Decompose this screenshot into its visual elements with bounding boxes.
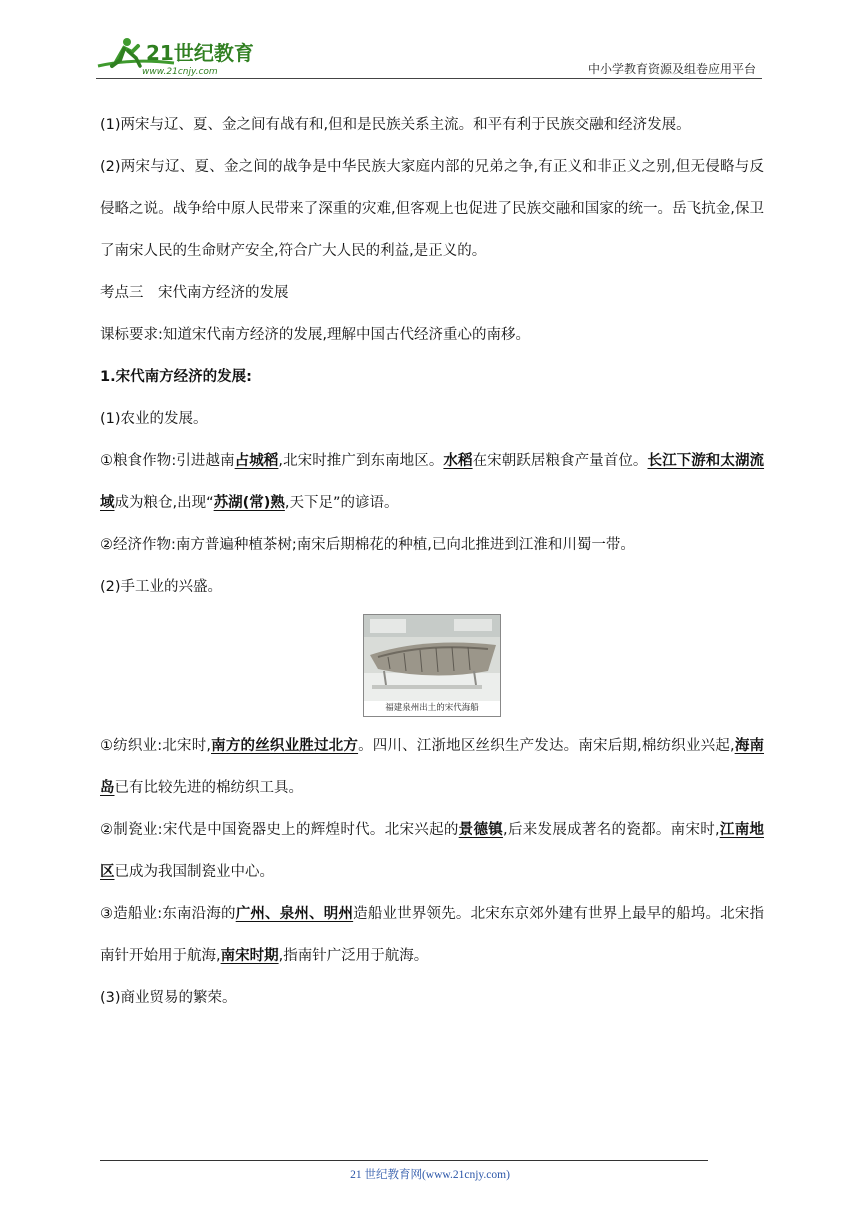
key-term: 长江下游和太湖流域	[100, 453, 765, 511]
cash-crops: ②经济作物:南方普遍种植茶树;南宋后期棉花的种植,已向北推进到江淮和川蜀一带。	[100, 537, 635, 553]
para-war: (2)两宋与辽、夏、金之间的战争是中华民族大家庭内部的兄弟之争,有正义和非正义之别,但无侵略与反侵略之说。战争给中原人民带来了深重的灾难,但客观上也促进了民族交融和国家的统一。岳飞抗金,保卫了南宋人民的生命财产安全,符合广大人民的利益,是正义的。	[100, 159, 764, 259]
key-term: 水稻	[443, 453, 473, 469]
grain-crops: ①粮食作物:引进越南占城稻,北宋时推广到东南地区。水稻在宋朝跃居粮食产量首位。长江下游和太湖流域成为粮仓,出现“苏湖(常)熟,天下足”的谚语。	[100, 453, 765, 511]
song-dynasty-ship-photo	[364, 615, 500, 701]
key-term: 江南地区	[100, 822, 765, 880]
subheading-southern-economy: 1.宋代南方经济的发展:	[100, 369, 252, 385]
footer-divider	[100, 1160, 708, 1161]
document-body	[100, 104, 764, 1019]
handicraft-title: (2)手工业的兴盛。	[100, 579, 223, 595]
page-header	[0, 0, 860, 80]
curriculum-requirement: 课标要求:知道宋代南方经济的发展,理解中国古代经济重心的南移。	[100, 327, 530, 343]
key-term: 南方的丝织业胜过北方	[211, 738, 359, 754]
key-term: 广州、泉州、明州	[235, 906, 354, 922]
porcelain-industry: ②制瓷业:宋代是中国瓷器史上的辉煌时代。北宋兴起的景德镇,后来发展成著名的瓷都。南宋时,江南地区已成为我国制瓷业中心。	[100, 822, 765, 880]
key-term: 海南岛	[100, 738, 765, 796]
logo-url: www.21cnjy.com	[142, 67, 218, 77]
key-term: 占城稻	[234, 453, 279, 469]
figure-frame	[363, 614, 501, 717]
para-peace: (1)两宋与辽、夏、金之间有战有和,但和是民族关系主流。和平有利于民族交融和经济发展。	[100, 117, 691, 133]
figure	[100, 614, 764, 717]
key-term: 苏湖(常)熟	[213, 495, 285, 511]
key-term: 景德镇	[458, 822, 504, 838]
header-divider	[96, 78, 762, 79]
logo-text: 21世纪教育	[146, 41, 254, 65]
shipbuilding-industry: ③造船业:东南沿海的广州、泉州、明州造船业世界领先。北宋东京郊外建有世界上最早的船坞。北宋指南针开始用于航海,南宋时期,指南针广泛用于航海。	[100, 906, 765, 964]
section-heading: 考点三 宋代南方经济的发展	[100, 285, 289, 301]
footer-link[interactable]: 21 世纪教育网(www.21cnjy.com)	[350, 1169, 510, 1181]
textile-industry: ①纺织业:北宋时,南方的丝织业胜过北方。四川、江浙地区丝织生产发达。南宋后期,棉纺织业兴起,海南岛已有比较先进的棉纺织工具。	[100, 738, 765, 796]
platform-name: 中小学教育资源及组卷应用平台	[587, 62, 756, 76]
site-logo	[94, 36, 264, 78]
figure-caption: 福建泉州出土的宋代海船	[385, 703, 479, 713]
agriculture-title: (1)农业的发展。	[100, 411, 208, 427]
trade-title: (3)商业贸易的繁荣。	[100, 990, 237, 1006]
key-term: 南宋时期	[220, 948, 279, 964]
